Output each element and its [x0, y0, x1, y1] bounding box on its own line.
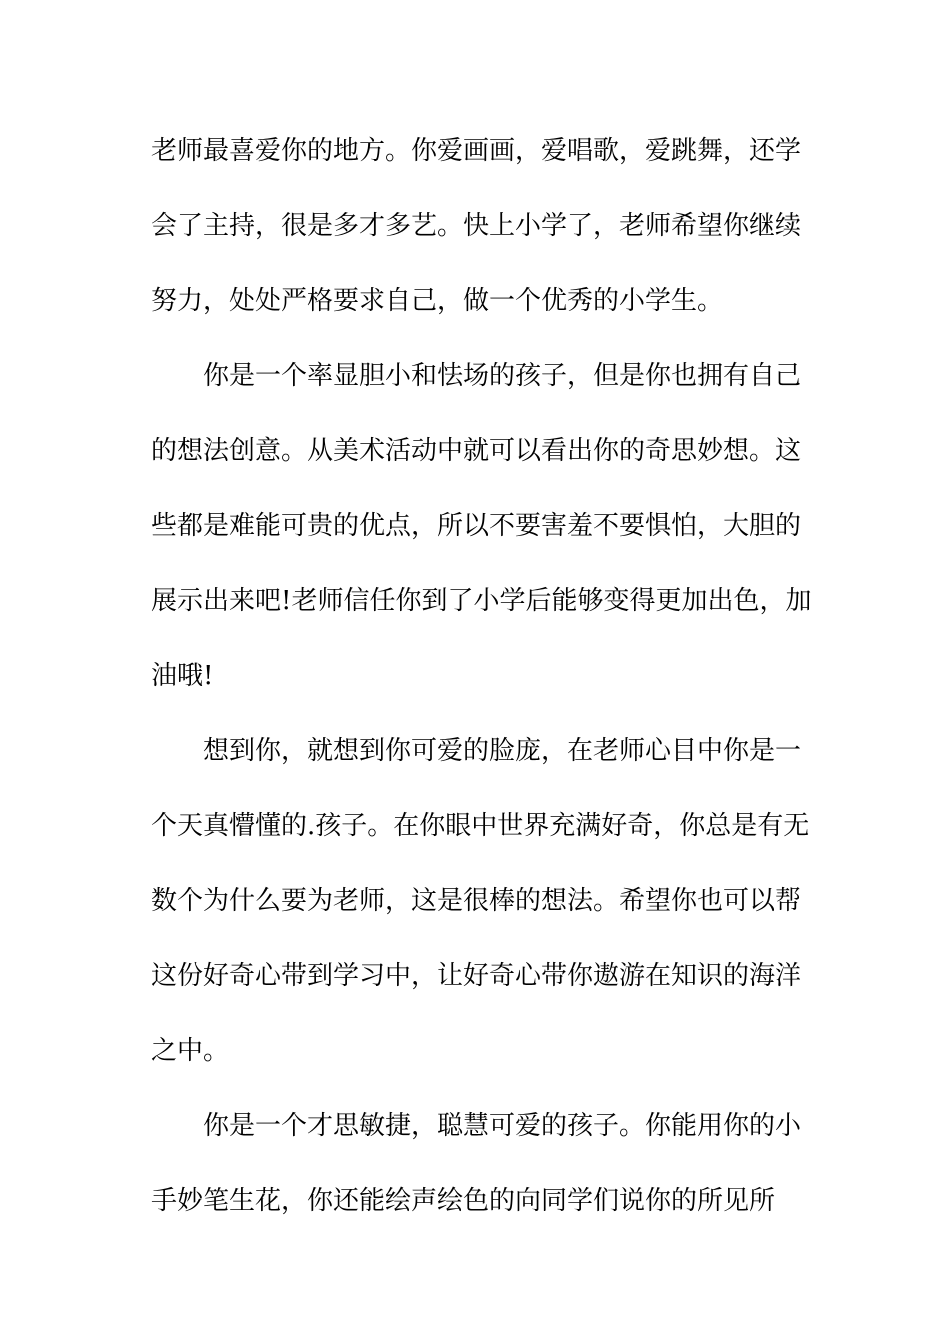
paragraph-3-line-3: 数个为什么要为老师，这是很棒的想法。希望你也可以帮 — [151, 886, 802, 916]
paragraph-2-line-5: 油哦! — [151, 661, 214, 691]
paragraph-2-line-2: 的想法创意。从美术活动中就可以看出你的奇思妙想。这 — [151, 436, 802, 466]
paragraph-3-line-5: 之中。 — [151, 1036, 230, 1066]
paragraph-4-line-1: 你是一个才思敏捷，聪慧可爱的孩子。你能用你的小 — [203, 1111, 802, 1141]
paragraph-1-line-1: 老师最喜爱你的地方。你爱画画，爱唱歌，爱跳舞，还学 — [151, 136, 802, 166]
paragraph-1-line-3: 努力，处处严格要求自己，做一个优秀的小学生。 — [151, 286, 724, 316]
paragraph-2-line-3: 些都是难能可贵的优点，所以不要害羞不要惧怕，大胆的 — [151, 511, 802, 541]
paragraph-2-line-4: 展示出来吧!老师信任你到了小学后能够变得更加出色，加 — [151, 586, 812, 616]
paragraph-3-line-2: 个天真懵懂的.孩子。在你眼中世界充满好奇，你总是有无 — [151, 811, 810, 841]
paragraph-3-line-4: 这份好奇心带到学习中，让好奇心带你遨游在知识的海洋 — [151, 961, 802, 991]
paragraph-2-line-1: 你是一个率显胆小和怯场的孩子，但是你也拥有自己 — [203, 361, 802, 391]
paragraph-4-line-2: 手妙笔生花，你还能绘声绘色的向同学们说你的所见所 — [151, 1186, 776, 1216]
paragraph-1-line-2: 会了主持，很是多才多艺。快上小学了，老师希望你继续 — [151, 211, 802, 241]
paragraph-3-line-1: 想到你，就想到你可爱的脸庞，在老师心目中你是一 — [203, 736, 802, 766]
